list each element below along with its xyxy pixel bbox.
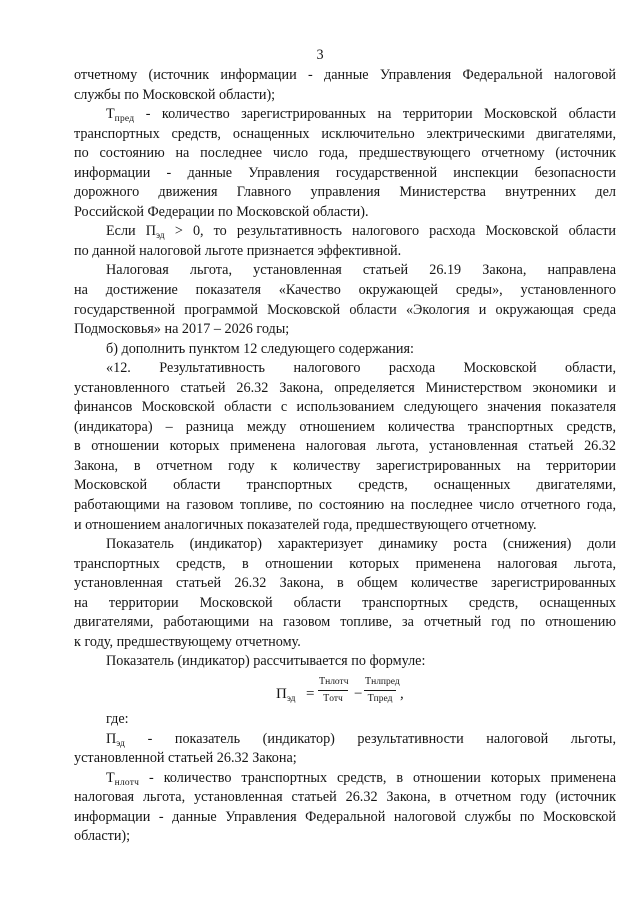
- text-line: $Т_{нлотч}$ - количество транспортных средств, в отношении которых применена: [106, 769, 616, 788]
- text-line: установленной статьей 26.32 Закона;: [74, 750, 297, 767]
- formula-fraction-2: Тнлпред Тпред: [365, 676, 400, 704]
- text-line: на территории Московской области транспортных средств, оснащенных: [74, 594, 616, 611]
- formula-fraction-1: Тнлотч Тотч: [319, 676, 349, 704]
- text-line: Московской области транспортных средств, оснащенных двигателями,: [74, 477, 616, 494]
- text-line: работающими на газовом топливе, по состоянию на последнее число отчетного года,: [74, 497, 616, 514]
- text-line: к году, предшествующему отчетному.: [74, 633, 301, 650]
- text-line: «12. Результативность налогового расхода Московской области,: [106, 360, 616, 377]
- text-line: на достижение показателя «Качество окружающей среды», установленного: [74, 282, 616, 299]
- text-line: установленного статьей 26.32 Закона, определяется Министерством экономики и: [74, 379, 616, 396]
- text-line: б) дополнить пунктом 12 следующего содержания:: [106, 340, 414, 357]
- text-line: Закона, в отчетном году к количеству зарегистрированных на территории: [74, 457, 616, 474]
- text-line: $П_{эд}$ - показатель (индикатор) результативности налоговой льготы,: [106, 730, 616, 749]
- text-line: информации - данные Управления государственной инспекции безопасности: [74, 164, 616, 181]
- text-line: финансов Московской области с использованием следующего значения показателя: [74, 399, 616, 416]
- text-line: в отношении которых применена налоговая льгота, установленная статьей 26.32: [74, 438, 616, 455]
- text-line: Показатель (индикатор) рассчитывается по формуле:: [106, 653, 426, 670]
- text-line: двигателями, работающими на газовом топливе, за отчетный год по отношению: [74, 614, 616, 631]
- text-line: налоговая льгота, установленная статьей 26.32 Закона, в отчетном году (источник: [74, 789, 616, 806]
- formula-minus: −: [354, 686, 363, 702]
- text-line: отчетному (источник информации - данные Управления Федеральной налоговой: [74, 67, 616, 83]
- text-line: и отношением аналогичных показателей года, предшествующего отчетному.: [74, 516, 537, 533]
- text-line: где:: [106, 711, 129, 727]
- text-line: транспортных средств, оснащенных исключительно электрическими двигателями,: [74, 125, 616, 142]
- text-line: (индикатора) – разница между отношением количества транспортных средств,: [74, 418, 616, 435]
- text-line: области);: [74, 828, 131, 845]
- text-line: Если $П_{эд} > 0$, то результативность налогового расхода Московской области: [106, 223, 617, 242]
- text-line: Налоговая льгота, установленная статьей 26.19 Закона, направлена: [106, 262, 616, 279]
- formula-equals: =: [306, 686, 315, 702]
- text-line: Российской Федерации по Московской области).: [74, 203, 369, 220]
- text-line: по данной налоговой льготе признается эффективной.: [74, 242, 402, 259]
- text-line: установленная статьей 26.32 Закона, в общем количестве зарегистрированных: [74, 575, 616, 592]
- document-body-continued: [74, 710, 616, 847]
- page-number: 3: [316, 47, 324, 63]
- document-body: [74, 66, 616, 672]
- formula-comma: ,: [400, 686, 404, 702]
- text-line: транспортных средств, в отношении которых применена налоговая льгота,: [74, 555, 616, 572]
- text-line: дорожного движения Главного управления Министерства внутренних дел: [74, 184, 616, 201]
- text-line: по состоянию на последнее число года, предшествующего отчетному (источник: [74, 145, 616, 162]
- text-line: информации - данные Управления Федеральной налоговой службы по Московской: [74, 808, 616, 825]
- text-line: службы по Московской области);: [74, 86, 276, 103]
- text-line: Подмосковья» на 2017 – 2026 годы;: [74, 321, 290, 338]
- formula-lhs: $П_{эд}$: [276, 686, 296, 704]
- text-line: $Т_{пред}$ - количество зарегистрированных на территории Московской области: [106, 106, 616, 125]
- text-line: Показатель (индикатор) характеризует динамику роста (снижения) доли: [106, 536, 616, 553]
- text-line: государственной программой Московской области «Экология и окружающая среда: [74, 301, 616, 318]
